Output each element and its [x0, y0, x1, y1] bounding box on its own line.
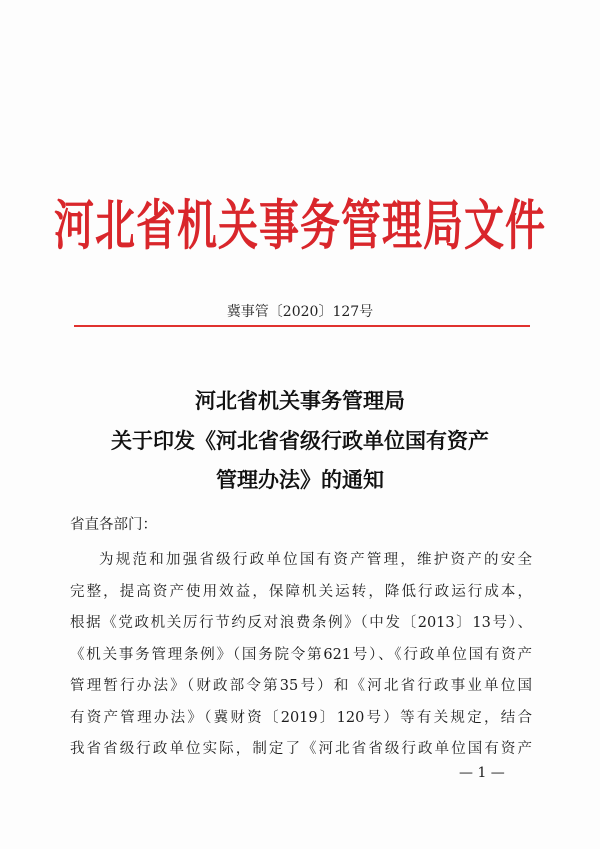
body-paragraph [70, 545, 532, 766]
body-line: 为规范和加强省级行政单位国有资产管理，维护资产的安全 [99, 552, 532, 568]
issuing-authority-header: 河北省机关事务管理局文件 [54, 193, 546, 258]
body-line: 完整，提高资产使用效益，保障机关运转，降低行政运行成本， [70, 583, 532, 600]
body-line: 根据《党政机关厉行节约反对浪费条例》（中发〔2013〕13号）、 [70, 615, 532, 631]
salutation: 省直各部门： [70, 517, 157, 533]
document-number: 冀事管〔2020〕127号 [226, 304, 374, 320]
body-line: 我省省级行政单位实际，制定了《河北省省级行政单位国有资产 [70, 741, 532, 757]
body-line: 《机关事务管理条例》（国务院令第621号）、《行政单位国有资产 [70, 646, 532, 663]
body-line: 管理暂行办法》（财政部令第35号）和《河北省行政事业单位国 [70, 678, 532, 694]
body-line: 有资产管理办法》（冀财资〔2019〕120号）等有关规定，结合 [70, 709, 532, 726]
red-separator-line [74, 325, 530, 327]
document-title-line-3: 管理办法》的通知 [216, 467, 384, 492]
document-title-line-2: 关于印发《河北省省级行政单位国有资产 [111, 428, 489, 453]
document-title-line-1: 河北省机关事务管理局 [195, 388, 405, 413]
page-number: — 1 — [459, 765, 505, 781]
